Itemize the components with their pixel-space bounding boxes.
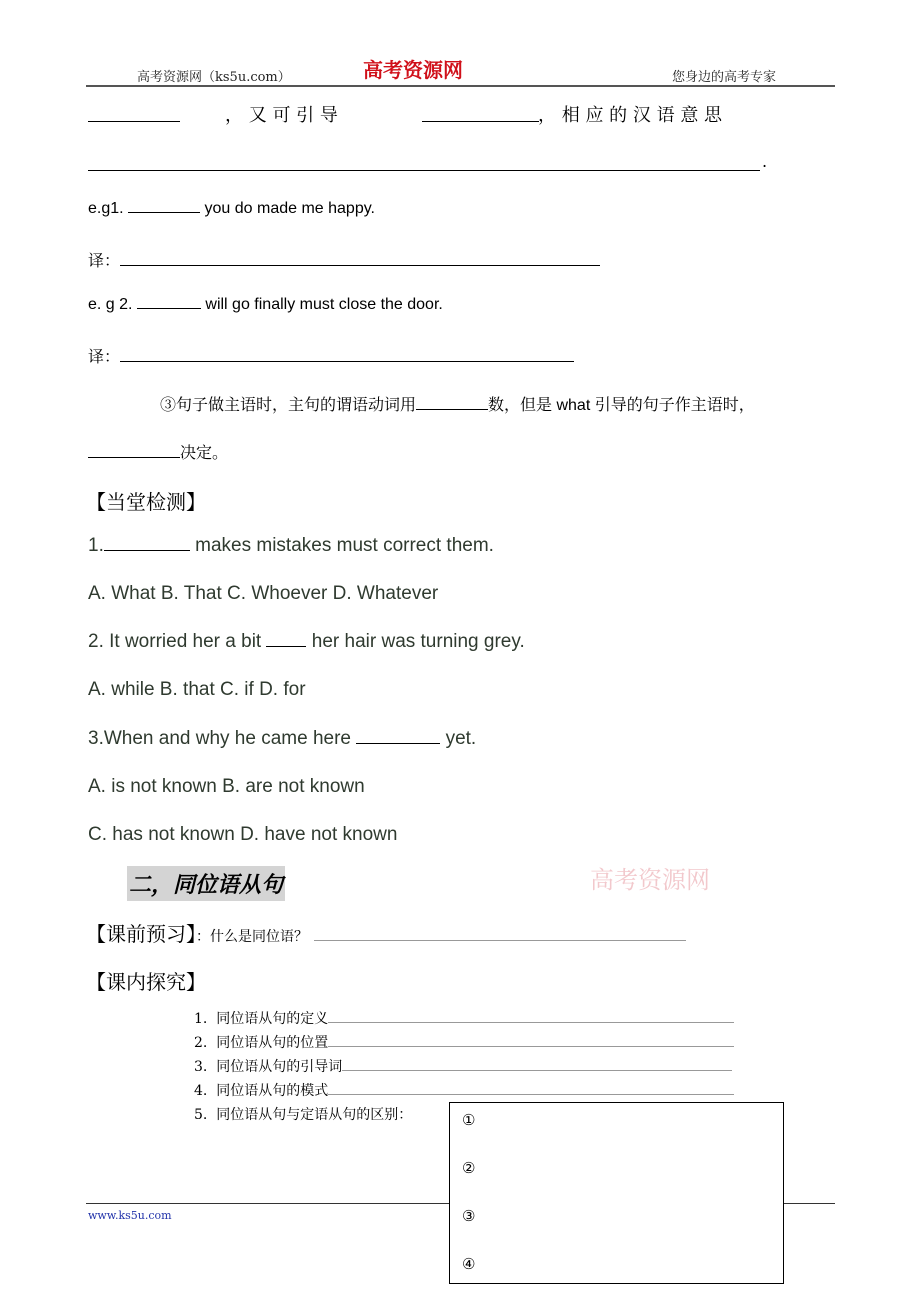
intro-text: ， 又 可 引 导 [225,105,338,126]
list-item: 1. 同位语从句的定义 [194,1008,734,1028]
list-item: 3. 同位语从句的引导词 [194,1056,732,1076]
options-2: A. while B. that C. if D. for [88,679,306,700]
rule-3: ③句子做主语时，主句的谓语动词用 数，但是 what 引导的句子作主语时， [160,397,755,414]
question-1: 1. makes mistakes must correct them. [88,535,494,556]
options-3b: C. has not known D. have not known [88,824,398,845]
header-slogan: 您身边的高考专家 [672,70,777,85]
blank [88,169,760,171]
list-item: 2. 同位语从句的位置 [194,1032,734,1052]
question-3: 3.When and why he came here yet. [88,728,477,749]
header-site-name: 高考资源网（ks5u.com） [137,70,291,85]
intro-text: ， 相 应 的 汉 语 意 思 [538,105,723,126]
options-1: A. What B. That C. Whoever D. Whatever [88,583,439,604]
options-3a: A. is not known B. are not known [88,776,365,797]
box-item: ④ [462,1255,476,1273]
translation-2: 译： [88,344,574,367]
blank [422,120,539,122]
box-item: ③ [462,1207,476,1225]
explore-title: 【课内探究】 [86,970,206,994]
period: . [762,152,768,171]
list-item: 4. 同位语从句的模式 [194,1080,734,1100]
example-2: e. g 2. will go finally must close the door. [88,296,443,313]
example-1: e.g1. you do made me happy. [88,200,375,217]
header-rule [86,85,835,87]
watermark: 高考资源网 [590,866,710,894]
header-logo: 高考资源网 [363,58,463,82]
rule-3-cont: 决定。 [88,440,228,463]
list-item: 5. 同位语从句与定语从句的区别： [194,1107,413,1123]
section-2-title: 二，同位语从句 [127,866,285,901]
translation-1: 译： [88,248,600,271]
comparison-box [449,1102,784,1284]
footer-url: www.ks5u.com [88,1209,172,1222]
question-2: 2. It worried her a bit her hair was turning grey. [88,631,525,652]
box-item: ① [462,1111,476,1129]
preview-line: 【课前预习】：什么是同位语？ [86,918,686,947]
check-title: 【当堂检测】 [86,490,206,514]
blank [88,120,180,122]
box-item: ② [462,1159,476,1177]
